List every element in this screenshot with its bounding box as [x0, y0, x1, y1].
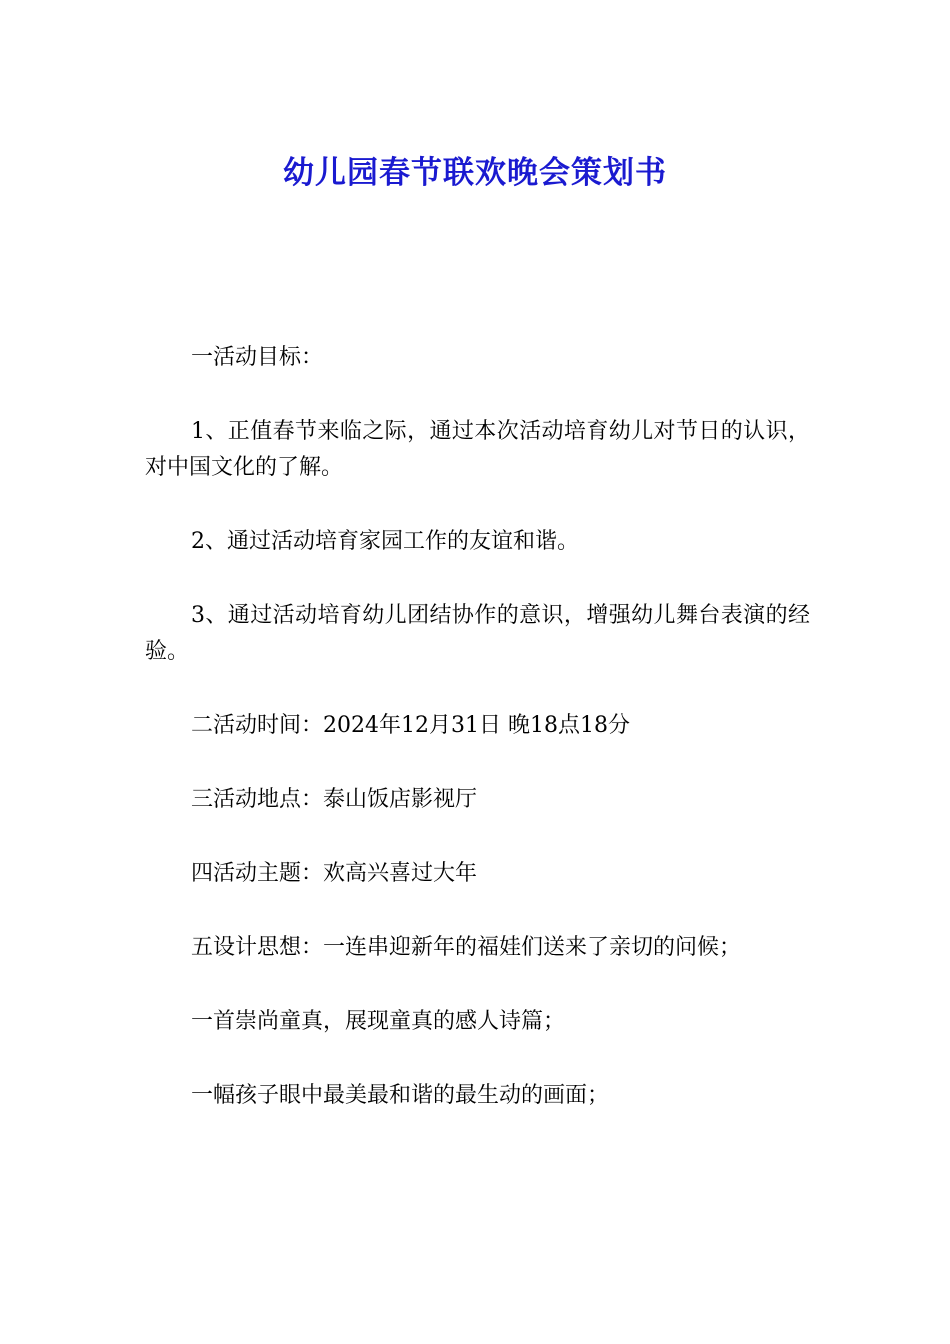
section-heading-goals: 一活动目标： — [191, 345, 324, 370]
section-theme: 四活动主题：欢高兴喜过大年 — [191, 861, 478, 886]
paragraph-goal-2: 2、通过活动培育家园工作的友谊和谐。 — [191, 529, 579, 554]
paragraph-goal-1: 1、正值春节来临之际，通过本次活动培育幼儿对节日的认识，对中国文化的了解。 — [145, 419, 810, 480]
document-title: 幼儿园春节联欢晚会策划书 — [283, 154, 667, 191]
section-design-idea: 五设计思想：一连串迎新年的福娃们送来了亲切的问候； — [191, 935, 742, 960]
section-time: 二活动时间：2024年12月31日 晚18点18分 — [191, 713, 630, 738]
design-idea-line-2: 一首崇尚童真，展现童真的感人诗篇； — [191, 1009, 566, 1034]
section-location: 三活动地点：泰山饭店影视厅 — [191, 787, 478, 812]
document-body — [145, 340, 810, 1114]
paragraph-goal-3: 3、通过活动培育幼儿团结协作的意识，增强幼儿舞台表演的经验。 — [145, 603, 810, 664]
design-idea-line-3: 一幅孩子眼中最美最和谐的最生动的画面； — [191, 1083, 610, 1108]
